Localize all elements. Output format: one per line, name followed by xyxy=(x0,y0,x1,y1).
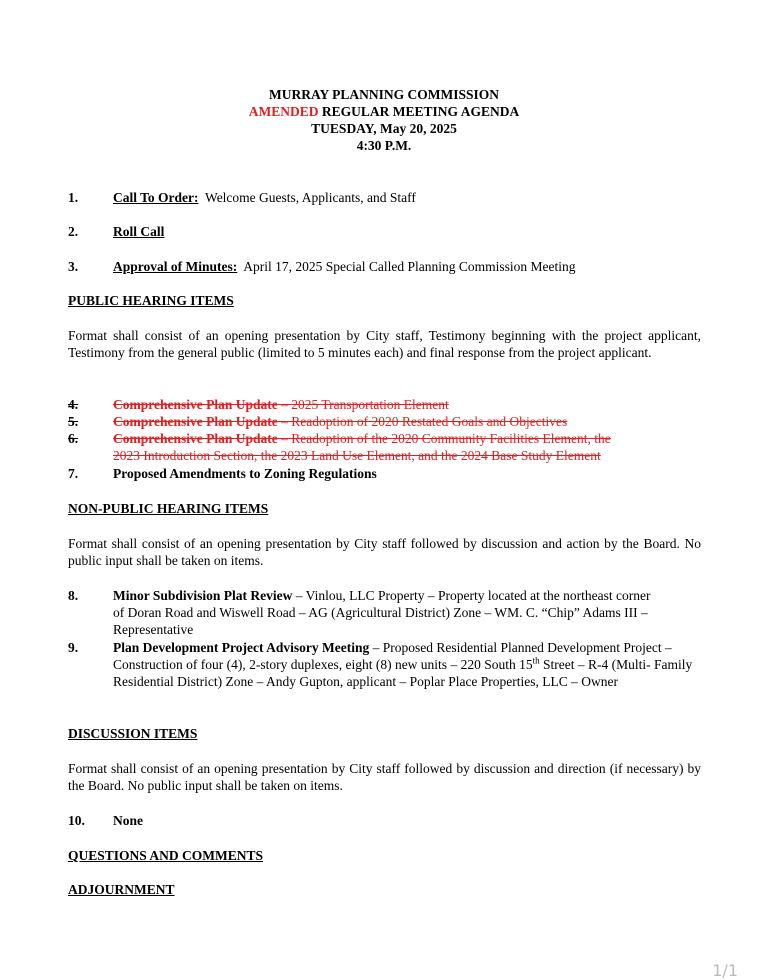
agenda-item-3: 3. Approval of Minutes: April 17, 2025 Special Called Planning Commission Meeting xyxy=(68,259,576,274)
section-discussion: DISCUSSION ITEMS xyxy=(68,726,198,741)
meeting-date: TUESDAY, May 20, 2025 xyxy=(311,121,457,136)
page-indicator: 1/1 xyxy=(712,961,738,980)
section-public-hearing: PUBLIC HEARING ITEMS xyxy=(68,293,234,308)
agenda-item-1: 1. Call To Order: Welcome Guests, Applicants, and Staff xyxy=(68,190,416,205)
meeting-type: AMENDED REGULAR MEETING AGENDA xyxy=(248,104,520,119)
non-public-hearing-format: Format shall consist of an opening presentation by City staff followed by discussion and action by the Board. No public input shall be taken on items. xyxy=(68,536,701,568)
meeting-time: 4:30 P.M. xyxy=(356,138,412,153)
agenda-item-9: 9. Plan Development Project Advisory Meeting – Proposed Residential Planned Development Project – Construction of four (4), 2-story duplexes, eight (8) new units – 220 South 15th Street – R-4 (Multi- Family Residential District) Zone – Andy Gupton, applicant – Poplar Place Properties, LLC – Owner xyxy=(68,640,693,689)
agenda-item-7: 7. Proposed Amendments to Zoning Regulations xyxy=(68,466,377,481)
section-questions-comments: QUESTIONS AND COMMENTS xyxy=(68,848,264,863)
commission-name: MURRAY PLANNING COMMISSION xyxy=(268,87,499,102)
agenda-item-5-struck: 5. Comprehensive Plan Update – Readoption of 2020 Restated Goals and Objectives xyxy=(68,414,568,429)
agenda-item-6-struck: 6. Comprehensive Plan Update – Readoption of the 2020 Community Facilities Element, the 2023 Introduction Section, the 2023 Land Use Element, and the 2024 Base Study Element xyxy=(68,431,611,463)
agenda-item-2: 2. Roll Call xyxy=(68,224,165,239)
section-adjournment: ADJOURNMENT xyxy=(68,882,175,897)
amended-label: AMENDED xyxy=(248,104,319,119)
agenda-item-8: 8. Minor Subdivision Plat Review – Vinlou, LLC Property – Property located at the northeast corner of Doran Road and Wiswell Road – AG (Agricultural District) Zone – WM. C. “Chip” Adams III – Representative xyxy=(68,588,651,637)
public-hearing-format: Format shall consist of an opening presentation by City staff, Testimony beginning with the project applicant, Testimony from the general public (limited to 5 minutes each) and final response from the project applicant. xyxy=(68,328,701,360)
section-non-public-hearing: NON-PUBLIC HEARING ITEMS xyxy=(68,501,269,516)
discussion-format: Format shall consist of an opening presentation by City staff followed by discussion and direction (if necessary) by the Board. No public input shall be taken on items. xyxy=(68,761,701,793)
agenda-item-10: 10. None xyxy=(68,813,143,828)
agenda-item-4-struck: 4. Comprehensive Plan Update – 2025 Transportation Element xyxy=(68,397,449,412)
agenda-header xyxy=(0,86,768,154)
